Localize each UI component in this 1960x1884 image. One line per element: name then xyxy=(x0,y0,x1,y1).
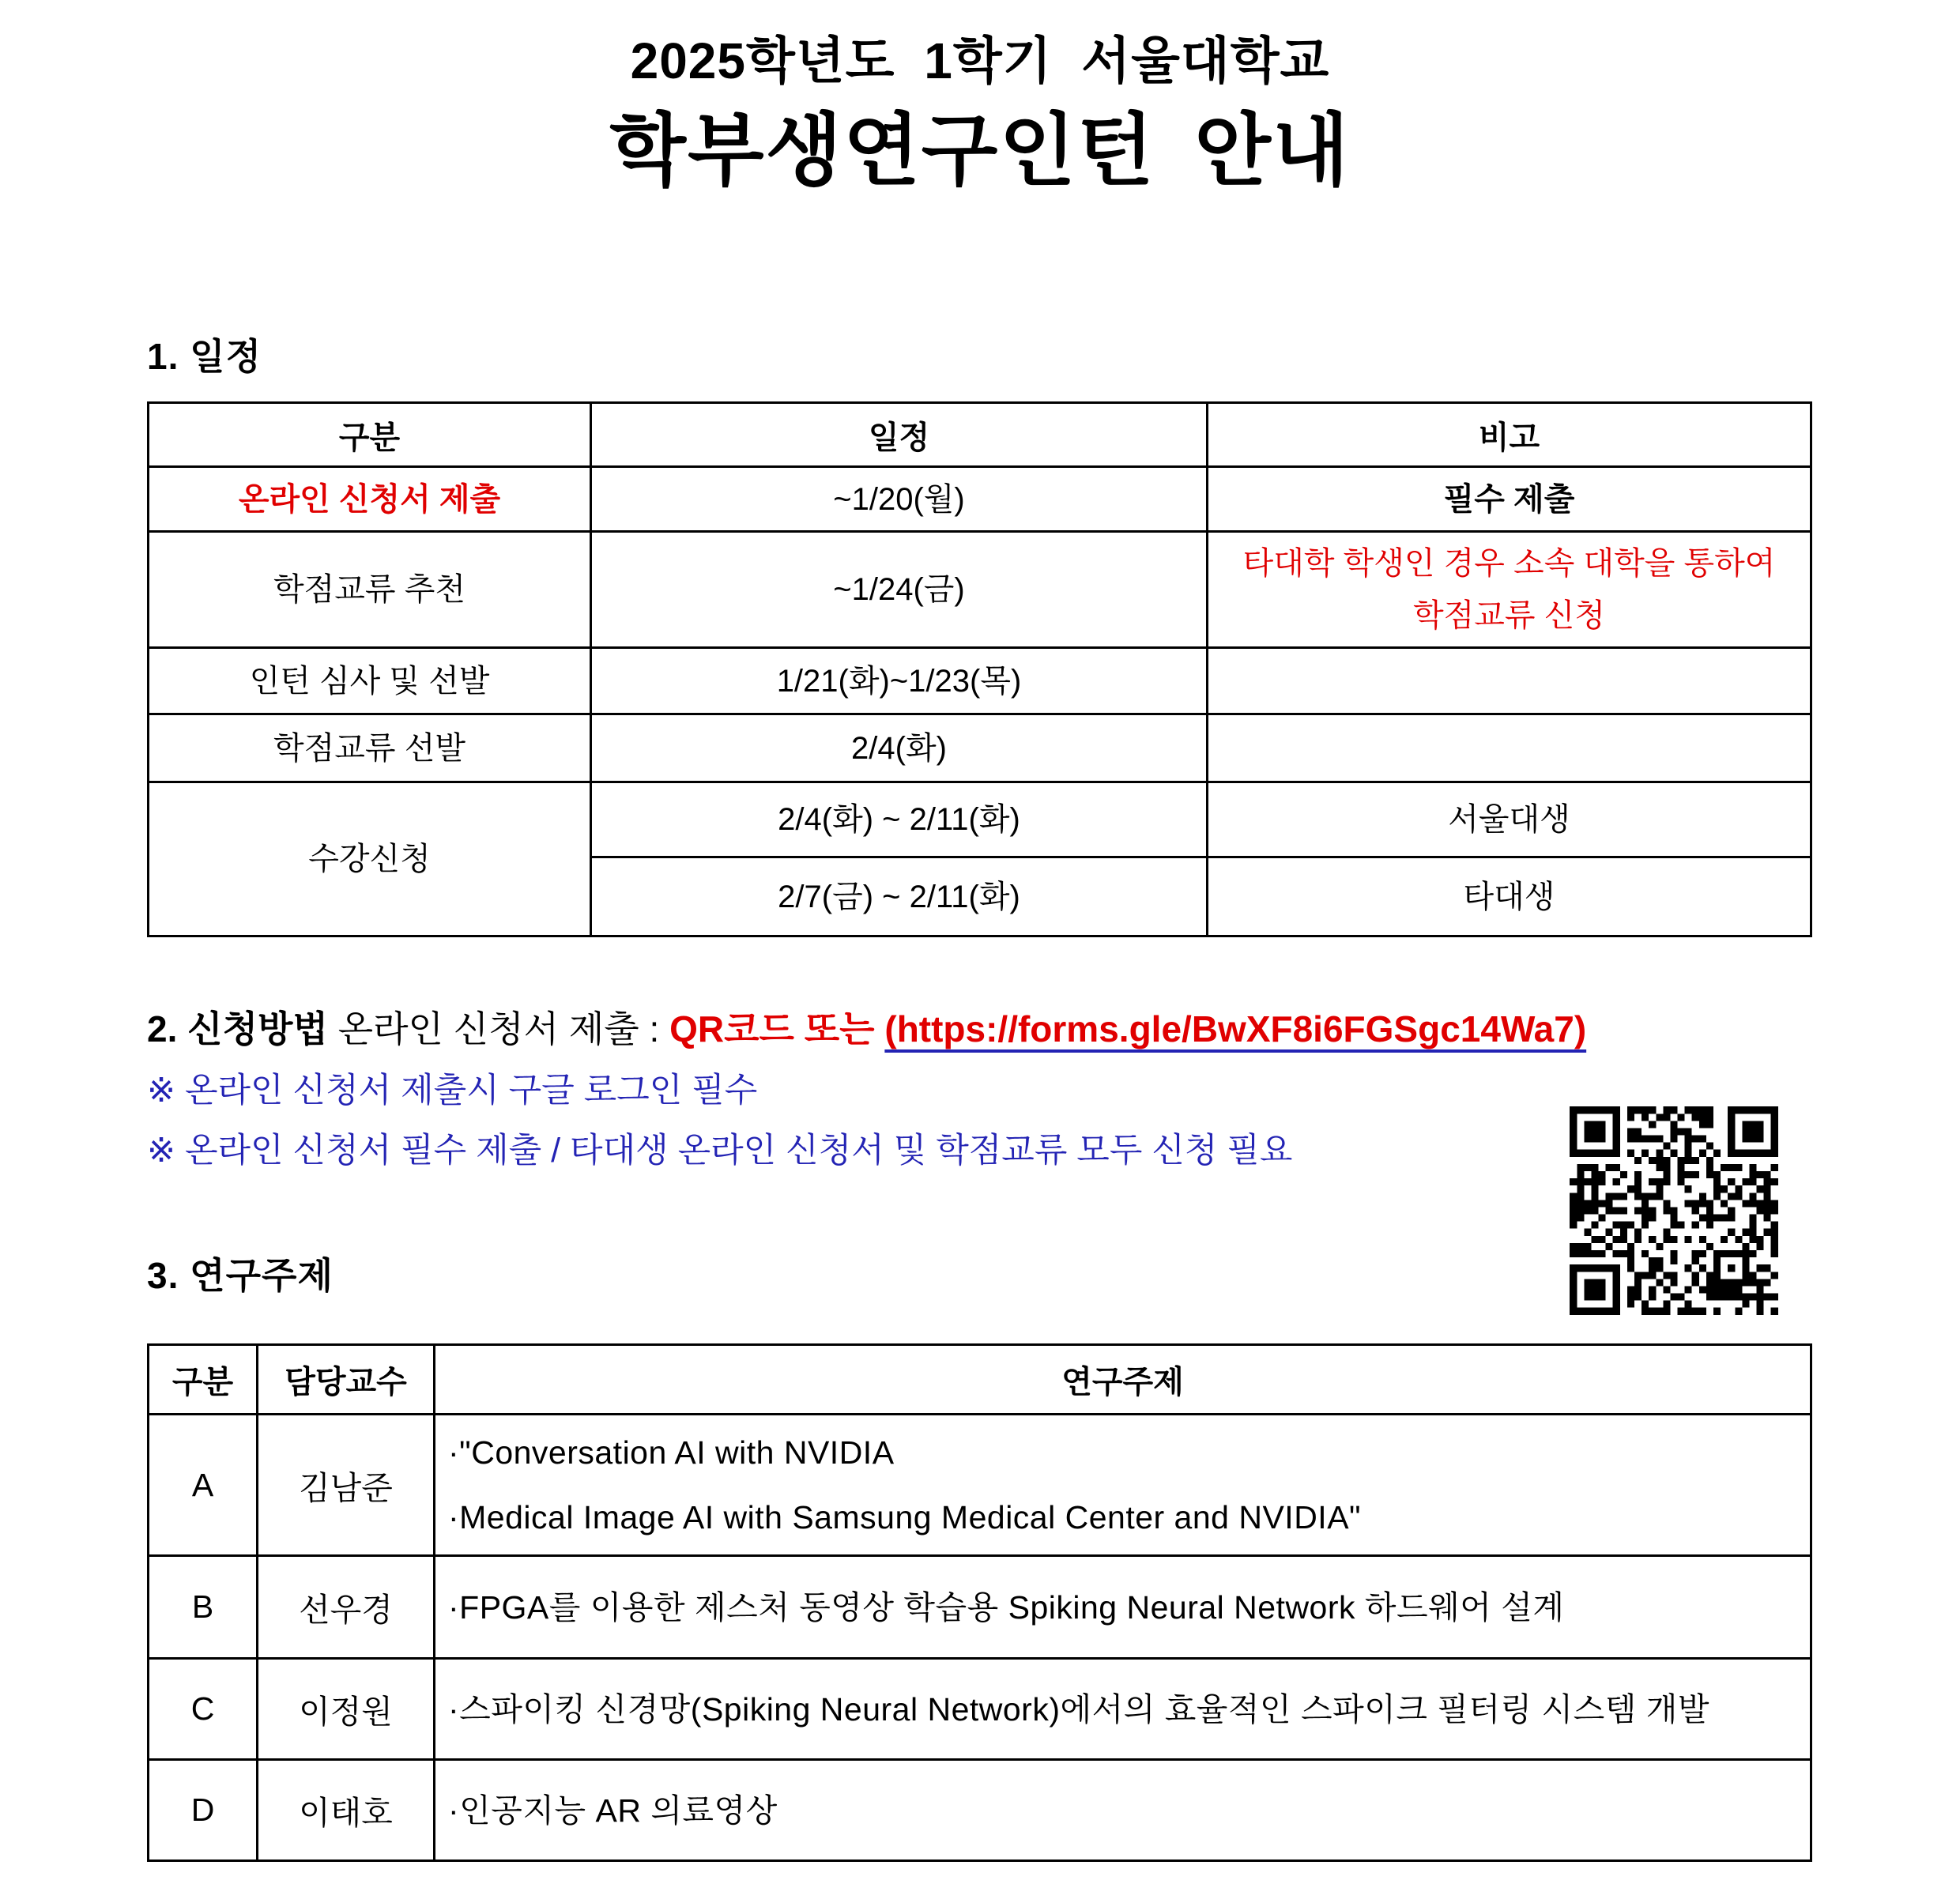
topic-line: ·FPGA를 이용한 제스처 동영상 학습용 Spiking Neural Network 하드웨어 설계 xyxy=(448,1588,1565,1626)
apply-qr-label: QR코드 또는 xyxy=(669,1008,885,1049)
topics-cell-professor: 선우경 xyxy=(258,1556,435,1659)
topics-cell-topic xyxy=(435,1659,1811,1760)
document-title-line2: 학부생연구인턴 안내 xyxy=(609,107,1351,195)
topic-line: ·Medical Image AI with Samsung Medical Center and NVIDIA" xyxy=(448,1499,1362,1535)
apply-method-line xyxy=(147,1000,1586,1053)
schedule-cell-category: 인턴 심사 및 선발 xyxy=(149,648,591,714)
application-form-link[interactable]: (https://forms.gle/BwXF8i6FGSgc14Wa7) xyxy=(884,1008,1587,1049)
apply-heading: 2. 신청방법 xyxy=(147,1008,328,1049)
topic-line: ·스파이킹 신경망(Spiking Neural Network)에서의 효율적인 스파이크 필터링 시스템 개발 xyxy=(448,1690,1709,1728)
table-row xyxy=(149,1556,1811,1659)
schedule-cell-category: 온라인 신청서 제출 xyxy=(149,467,591,532)
schedule-cell-date: 2/4(화) xyxy=(591,714,1208,782)
qr-code-image xyxy=(1555,1092,1792,1329)
schedule-col-header-note: 비고 xyxy=(1208,403,1811,467)
topics-col-header-topic: 연구주제 xyxy=(435,1345,1811,1415)
topics-header-row xyxy=(149,1345,1811,1415)
table-row xyxy=(149,1415,1811,1556)
document-title-line1: 2025학년도 1학기 서울대학교 xyxy=(630,32,1330,89)
apply-heading-rest: 온라인 신청서 제출 : xyxy=(327,1008,670,1049)
schedule-cell-note xyxy=(1208,648,1811,714)
schedule-cell-date: 1/21(화)~1/23(목) xyxy=(591,648,1208,714)
section-heading-topics: 3. 연구주제 xyxy=(147,1255,334,1296)
topics-cell-group: A xyxy=(149,1415,258,1556)
schedule-col-header-category: 구분 xyxy=(149,403,591,467)
schedule-header-row xyxy=(149,403,1811,467)
topics-cell-professor: 이정원 xyxy=(258,1659,435,1760)
schedule-col-header-schedule: 일정 xyxy=(591,403,1208,467)
schedule-cell-note xyxy=(1208,714,1811,782)
schedule-cell-category: 학점교류 추천 xyxy=(149,532,591,648)
table-row xyxy=(149,714,1811,782)
topics-cell-group: D xyxy=(149,1760,258,1861)
table-row xyxy=(149,1659,1811,1760)
schedule-cell-date: ~1/24(금) xyxy=(591,532,1208,648)
topics-cell-topic xyxy=(435,1415,1811,1556)
schedule-cell-note: 필수 제출 xyxy=(1208,467,1811,532)
apply-note-google-login: ※ 온라인 신청서 제출시 구글 로그인 필수 xyxy=(147,1072,758,1110)
topics-col-header-professor: 담당교수 xyxy=(258,1345,435,1415)
topic-line: ·인공지능 AR 의료영상 xyxy=(448,1792,778,1829)
topic-line: ·"Conversation AI with NVIDIA xyxy=(448,1434,895,1471)
topics-col-header-group: 구분 xyxy=(149,1345,258,1415)
topics-cell-topic xyxy=(435,1556,1811,1659)
table-row xyxy=(149,648,1811,714)
schedule-cell-category-merged: 수강신청 xyxy=(149,782,591,936)
table-row xyxy=(149,1760,1811,1861)
schedule-cell-date: ~1/20(월) xyxy=(591,467,1208,532)
topics-cell-topic xyxy=(435,1760,1811,1861)
schedule-cell-note: 타대학 학생인 경우 소속 대학을 통하여 학점교류 신청 xyxy=(1208,532,1811,648)
section-heading-schedule: 1. 일정 xyxy=(147,336,262,377)
table-row xyxy=(149,467,1811,532)
apply-note-required: ※ 온라인 신청서 필수 제출 / 타대생 온라인 신청서 및 학점교류 모두 신청 필요 xyxy=(147,1132,1293,1170)
schedule-cell-note: 타대생 xyxy=(1208,857,1811,936)
topics-cell-group: C xyxy=(149,1659,258,1760)
topics-cell-professor: 이태호 xyxy=(258,1760,435,1861)
schedule-cell-date: 2/7(금) ~ 2/11(화) xyxy=(591,857,1208,936)
schedule-table xyxy=(147,401,1812,937)
schedule-cell-note: 서울대생 xyxy=(1208,782,1811,857)
topics-cell-professor: 김남준 xyxy=(258,1415,435,1556)
table-row xyxy=(149,782,1811,857)
schedule-cell-date: 2/4(화) ~ 2/11(화) xyxy=(591,782,1208,857)
schedule-cell-category: 학점교류 선발 xyxy=(149,714,591,782)
topics-table xyxy=(147,1343,1812,1862)
topics-cell-group: B xyxy=(149,1556,258,1659)
table-row xyxy=(149,532,1811,648)
